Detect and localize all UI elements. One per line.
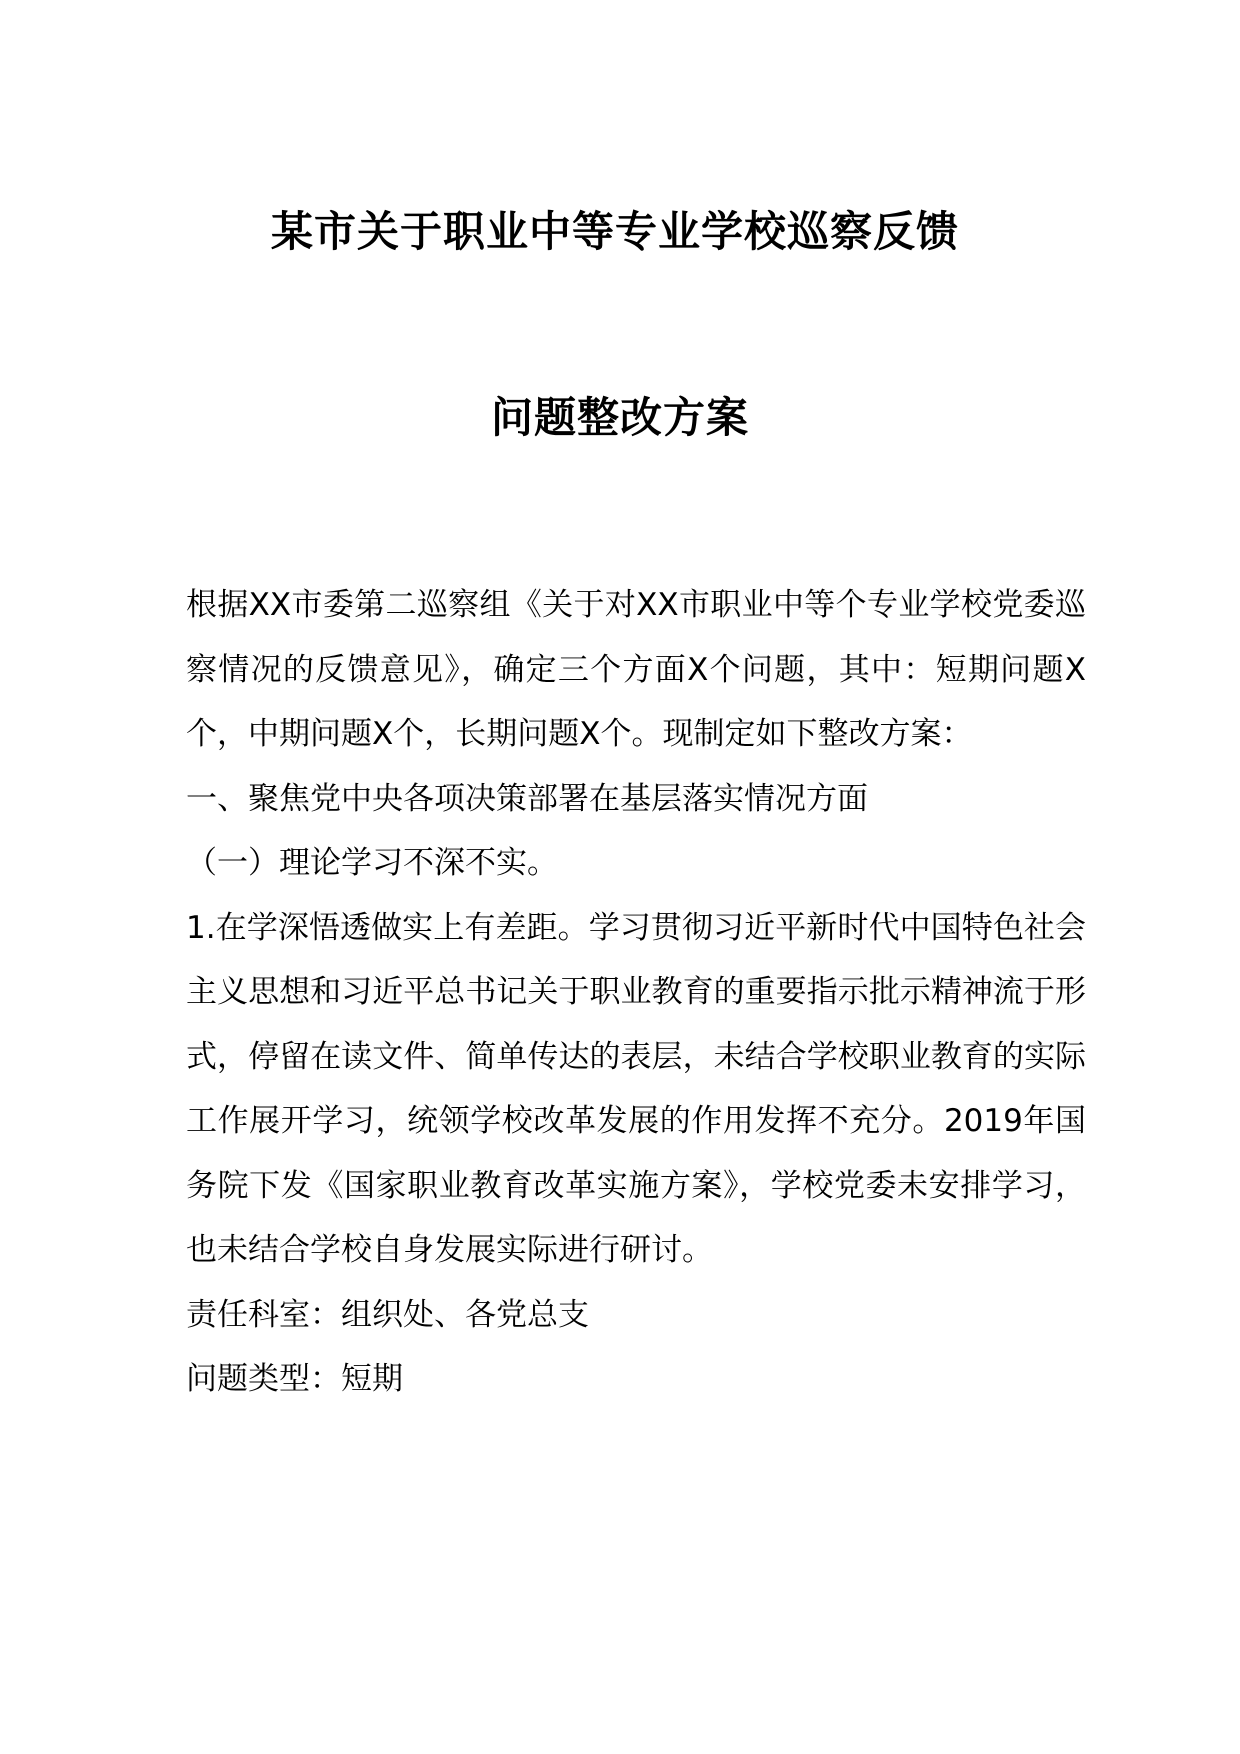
problem-type-line: 问题类型：短期: [186, 1361, 403, 1397]
document-title-line-2: 问题整改方案: [490, 393, 749, 442]
item-paragraph: 1.在学深悟透做实上有差距。学习贯彻习近平新时代中国特色社会主义思想和习近平总书记关于职业教育的重要指示批示精神流于形式，停留在读文件、简单传达的表层，未结合学校职业教育的实际工作展开学习，统领学校改革发展的作用发挥不充分。2019年国务院下发《国家职业教育改革实施方案》，学校党委未安排学习，也未结合学校自身发展实际进行研讨。: [186, 909, 1086, 1268]
section-heading: 一、聚焦党中央各项决策部署在基层落实情况方面: [186, 780, 868, 817]
document-title-line-1: 某市关于职业中等专业学校巡察反馈: [270, 207, 959, 256]
subsection-heading: （一）理论学习不深不实。: [186, 845, 558, 881]
intro-paragraph: 根据XX市委第二巡察组《关于对XX市职业中等个专业学校党委巡察情况的反馈意见》，确定三个方面X个问题，其中：短期问题X个，中期问题X个，长期问题X个。现制定如下整改方案：: [186, 587, 1086, 752]
document-body: [186, 573, 1086, 1412]
responsible-dept-line: 责任科室：组织处、各党总支: [186, 1296, 589, 1333]
